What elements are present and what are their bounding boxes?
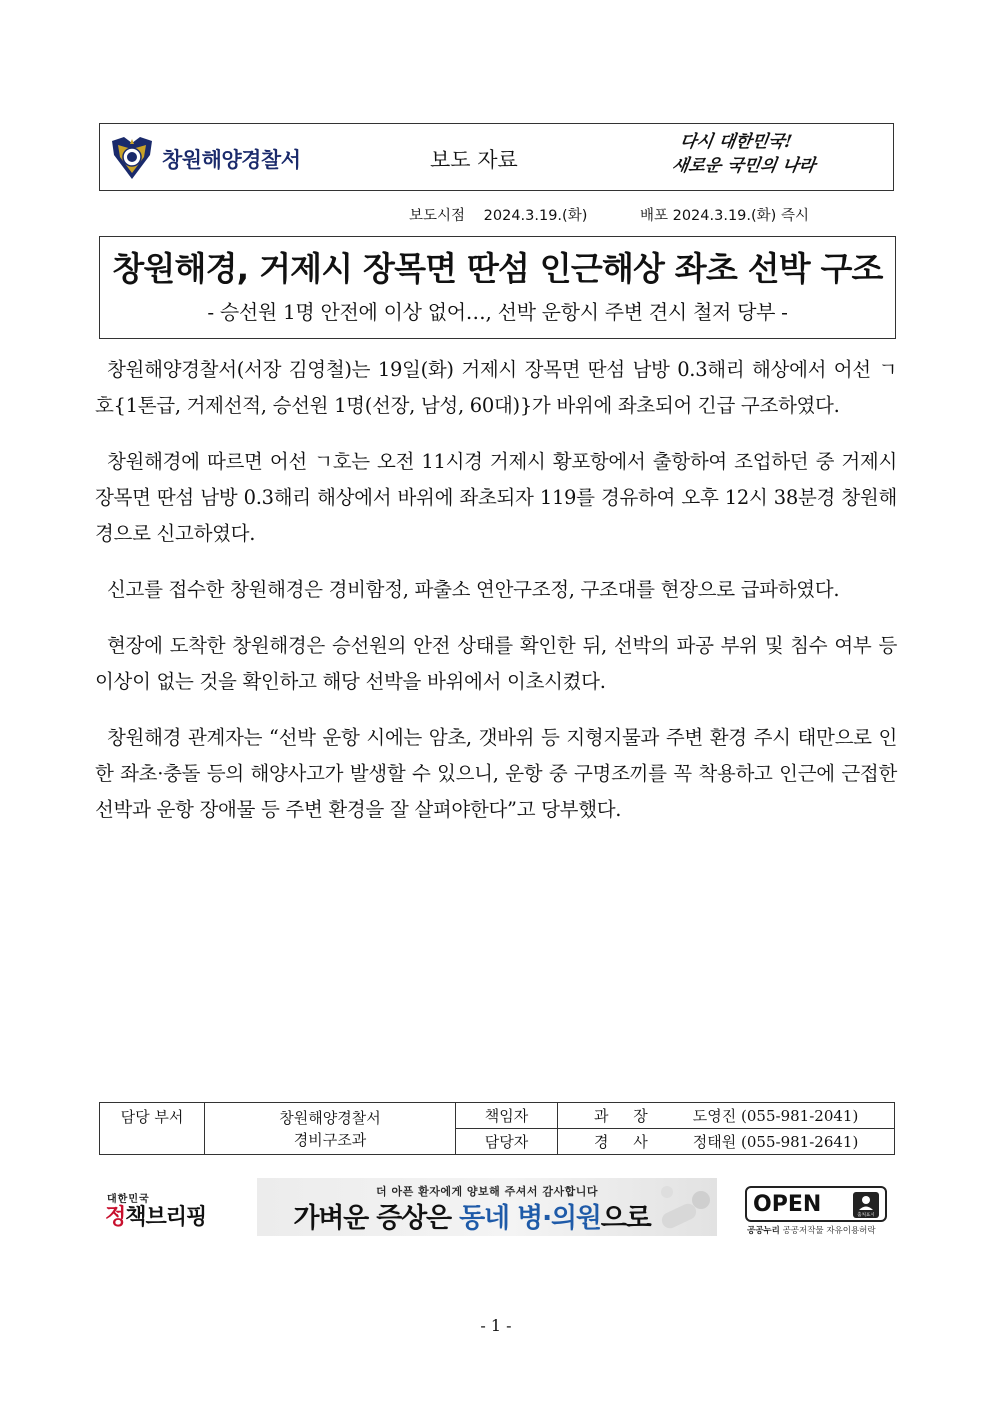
- dept-sub: 경비구조과: [293, 1130, 367, 1149]
- open-word: OPEN: [753, 1192, 822, 1217]
- open-caption-a: 공공누리: [747, 1226, 780, 1236]
- document-type: 보도 자료: [430, 148, 518, 172]
- article-body: [95, 352, 897, 848]
- slogan-line-2: 새로운 국민의 나라: [670, 156, 817, 176]
- open-caption: [747, 1224, 876, 1236]
- paragraph: 창원해경에 따르면 어선 ㄱ호는 오전 11시경 거제시 황포항에서 출항하여 조업하던 중 거제시 장목면 딴섬 남방 0.3해리 해상에서 바위에 좌초되자 119를 경유하여 오후 12시 38분경 창원해경으로 신고하였다.: [95, 450, 897, 545]
- banner-main-b: 동네 병·의원: [459, 1203, 601, 1234]
- headline-title: 창원해경, 거제시 장목면 딴섬 인근해상 좌초 선박 구조: [112, 249, 883, 288]
- coast-guard-emblem-icon: [110, 135, 154, 181]
- slogan: [672, 130, 872, 186]
- campaign-banner: [257, 1178, 717, 1236]
- policy-logo-small: 대한민국: [107, 1194, 150, 1205]
- release-time-label: 보도시점: [409, 208, 466, 224]
- paragraph: 신고를 접수한 창원해경은 경비함정, 파출소 연안구조정, 구조대를 현장으로 급파하였다.: [107, 578, 840, 601]
- paragraph: 창원해양경찰서(서장 김영철)는 19일(화) 거제시 장목면 딴섬 남방 0.3해리 해상에서 어선 ㄱ호{1톤급, 거제선적, 승선원 1명(선장, 남성, 60대)}가 바위에 좌초되어 긴급 구조하였다.: [95, 358, 897, 417]
- slogan-line-1: 다시 대한민국!: [678, 132, 794, 152]
- distribution-value: 2024.3.19.(화) 즉시: [672, 208, 809, 224]
- contact-person: 정태원 (055-981-2641): [692, 1133, 859, 1151]
- policy-briefing-logo: [105, 1190, 209, 1240]
- paragraph: 창원해경 관계자는 “선박 운항 시에는 암초, 갯바위 등 지형지물과 주변 환경 주시 태만으로 인한 좌초·충돌 등의 해양사고가 발생할 수 있으니, 운항 중 구명조끼를 꼭 착용하고 인근에 근접한 선박과 운항 장애물 등 주변 환경을 잘 살펴야한다”고 당부했다.: [95, 726, 897, 821]
- banner-main-text: [257, 1196, 687, 1235]
- dept-label: 담당 부서: [100, 1103, 205, 1155]
- agency-name: 창원해양경찰서: [162, 148, 301, 172]
- page-number: - 1 -: [480, 1316, 512, 1335]
- attribution-person-icon: [853, 1192, 879, 1218]
- banner-main-c: 으로: [600, 1203, 651, 1234]
- policy-logo-big: [105, 1205, 209, 1231]
- open-badge-frame: [745, 1186, 887, 1222]
- contact-role: 과 장: [594, 1107, 658, 1125]
- release-time-value: 2024.3.19.(화): [483, 208, 588, 224]
- contact-person: 도영진 (055-981-2041): [692, 1107, 859, 1125]
- headline-box: [99, 236, 896, 339]
- banner-top-text: 더 아픈 환자에게 양보해 주셔서 감사합니다: [376, 1185, 598, 1198]
- press-header: [99, 123, 894, 191]
- headline-subtitle: - 승선원 1명 안전에 이상 없어…, 선박 운항시 주변 견시 철저 당부 -: [207, 300, 788, 324]
- kogl-open-badge: [745, 1186, 887, 1238]
- contact-role: 경 사: [594, 1133, 658, 1151]
- pill-icon: [647, 1178, 717, 1236]
- paragraph: 현장에 도착한 창원해경은 승선원의 안전 상태를 확인한 뒤, 선박의 파공 부위 및 침수 여부 등 이상이 없는 것을 확인하고 해당 선박을 바위에서 이초시켰다.: [95, 634, 897, 693]
- contact-row-person-cell: [558, 1129, 895, 1155]
- contact-row-person-cell: [558, 1103, 895, 1129]
- contact-row-label: 책임자: [456, 1103, 558, 1129]
- open-badge-label: 출처표시: [857, 1213, 875, 1218]
- open-caption-b: 공공저작물 자유이용허락: [782, 1226, 876, 1236]
- policy-logo-rest: 책브리핑: [125, 1205, 207, 1230]
- dept-name: 창원해양경찰서: [279, 1108, 381, 1127]
- contact-row-label: 담당자: [456, 1129, 558, 1155]
- distribution-label: 배포: [639, 208, 668, 224]
- policy-logo-red: 정: [105, 1205, 126, 1230]
- contact-table: [99, 1102, 895, 1155]
- release-info: [409, 204, 809, 225]
- banner-main-a: 가벼운 증상은: [293, 1203, 460, 1234]
- dept-name-cell: [205, 1103, 456, 1155]
